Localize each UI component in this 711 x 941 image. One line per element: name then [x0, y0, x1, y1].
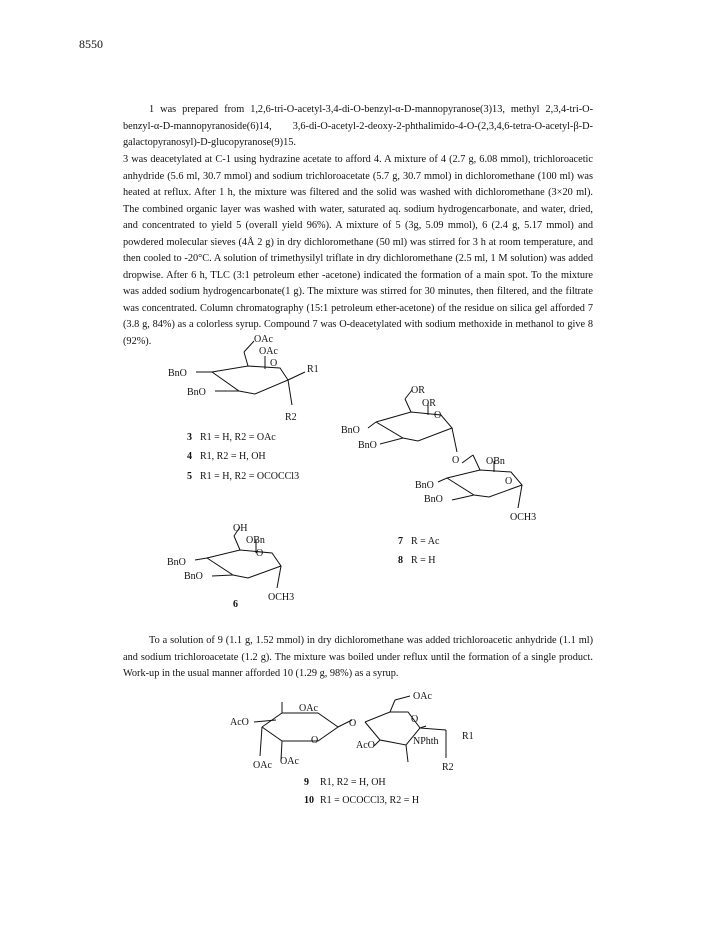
benzyloxy-3-label: BnO [167, 557, 186, 568]
r1-label: R1 [307, 364, 319, 375]
ring-oxygen-glc-label: O [411, 714, 419, 725]
r1-label: R1 [462, 731, 474, 742]
benzyloxy-3b-label: BnO [415, 480, 434, 491]
acetoxy-3-label: OAc [280, 756, 299, 767]
caption-7-number: 7 [398, 536, 403, 547]
benzyloxy-4-label: BnO [358, 440, 377, 451]
phthalimido-label: NPhth [413, 736, 439, 747]
acetoxy-2-label: OAc [253, 760, 272, 771]
benzyloxy-2-label: OBn [246, 535, 265, 546]
ring-oxygen-gal-label: O [311, 735, 319, 746]
paragraph-starting-materials: 1 was prepared from 1,2,6-tri-O-acetyl-3,4-di-O-benzyl-α-D-mannopyranose(3)13, methyl 2,3,4-tri-O-benzyl-α-D-mannopyranoside(6)14, 3,6-di-O-acetyl-2-deoxy-2-phthalimido-4-O-(2,3,4,6-tetra-O-acetyl-β-D-galactopyranosyl)-D-glucopyranose(9)15. [123, 104, 593, 148]
methoxy-label: OCH3 [510, 512, 537, 523]
benzyloxy-4-label: BnO [187, 387, 206, 398]
ring-oxygen-label: O [270, 358, 278, 369]
acetoxy-3-glc-label: AcO [356, 740, 375, 751]
caption-5-number: 5 [187, 471, 192, 482]
acyloxy-2-label: OR [422, 398, 436, 409]
caption-3-text: R1 = H, R2 = OAc [200, 432, 276, 443]
caption-10-text: R1 = OCOCCl3, R2 = H [320, 795, 420, 806]
caption-9-number: 9 [304, 777, 309, 788]
caption-3-number: 3 [187, 432, 192, 443]
caption-8-text: R = H [411, 555, 436, 566]
caption-4-number: 4 [187, 451, 192, 462]
ring-oxygen-label: O [256, 548, 264, 559]
acetoxy-4-label: OAc [299, 703, 318, 714]
caption-10-number: 10 [304, 795, 314, 806]
acetoxy-2-label: OAc [259, 346, 278, 357]
caption-9-text: R1, R2 = H, OH [320, 777, 386, 788]
hydroxy-6-label: OH [233, 523, 248, 534]
structure-9-10 [230, 691, 474, 773]
methoxy-label: OCH3 [268, 592, 295, 603]
structure-6 [167, 523, 294, 610]
r2-label: R2 [285, 412, 297, 423]
r2-label: R2 [442, 762, 454, 773]
glycosidic-oxygen-label: O [349, 718, 357, 729]
acetoxy-6-label: OAc [254, 334, 273, 345]
benzyloxy-4-label: BnO [184, 571, 203, 582]
acetoxy-6-label: AcO [230, 717, 249, 728]
benzyloxy-3-label: BnO [341, 425, 360, 436]
caption-8-number: 8 [398, 555, 403, 566]
page-number: 8550 [79, 37, 103, 51]
compound-6-label: 6 [233, 599, 238, 610]
benzyloxy-4b-label: BnO [424, 494, 443, 505]
caption-4-text: R1, R2 = H, OH [200, 451, 266, 462]
structure-7-8 [341, 385, 536, 523]
paragraph-synthesis-7-8: 3 was deacetylated at C-1 using hydrazine acetate to afford 4. A mixture of 4 (2.7 g, 6.08 mmol), trichloroacetic anhydride (5.6 ml, 30.7 mmol) and sodium trichloroacetate (5.7 g, 30.7 mmol) in dichloromethane (100 ml) was heated at reflux. After 1 h, the mixture was filtered and the solid was washed with dichloromethane (3×20 ml). The combined organic layer was washed with water, saturated aq. sodium hydrogencarbonate, and water, dried, and concentrated to yield 5 (overall yield 96%). A mixture of 5 (3g, 5.09 mmol), 6 (2.4 g, 5.17 mmol) and powdered molecular sieves (4Å 2 g) in dry dichloromethane (50 ml) was stirred for 3 h at room temperature, and then cooled to -20°C. A solution of trimethysilyl triflate in dry dichloromethane (2.5 ml, 1 M solution) was added dropwise. After 6 h, TLC (3:1 petroleum ether -acetone) indicated the formation of a main spot. To the mixture was added sodium hydrogencarbonate(1 g). The mixture was stirred for 30 minutes, then filtered, and the filtrate was concentrated. Column chromatography (15:1 petroleum ether-acetone) of the residue on silica gel afforded 7 (3.8 g, 84%) as a colorless syrup. Compound 7 was O-deacetylated with sodium methoxide in methanol to give 8 (92%). [123, 154, 593, 347]
benzyloxy-3-label: BnO [168, 368, 187, 379]
ring-oxygen-2-label: O [505, 476, 513, 487]
caption-5-text: R1 = H, R2 = OCOCCl3 [200, 471, 300, 482]
paragraph-synthesis-10: To a solution of 9 (1.1 g, 1.52 mmol) in dry dichloromethane was added trichloroacetic anhydride (1.1 ml) and sodium trichloroacetate (1.2 g). The mixture was boiled under reflux until the formation of a single product. Work-up in the usual manner afforded 10 (1.29 g, 98%) as a syrup. [123, 635, 593, 679]
acyloxy-6-label: OR [411, 385, 425, 396]
glycosidic-oxygen-label: O [452, 455, 460, 466]
structure-3-4-5 [168, 334, 319, 423]
benzyloxy-2b-label: OBn [486, 456, 505, 467]
ring-oxygen-label: O [434, 410, 442, 421]
caption-7-text: R = Ac [411, 536, 440, 547]
acetoxy-6-glc-label: OAc [413, 691, 432, 702]
